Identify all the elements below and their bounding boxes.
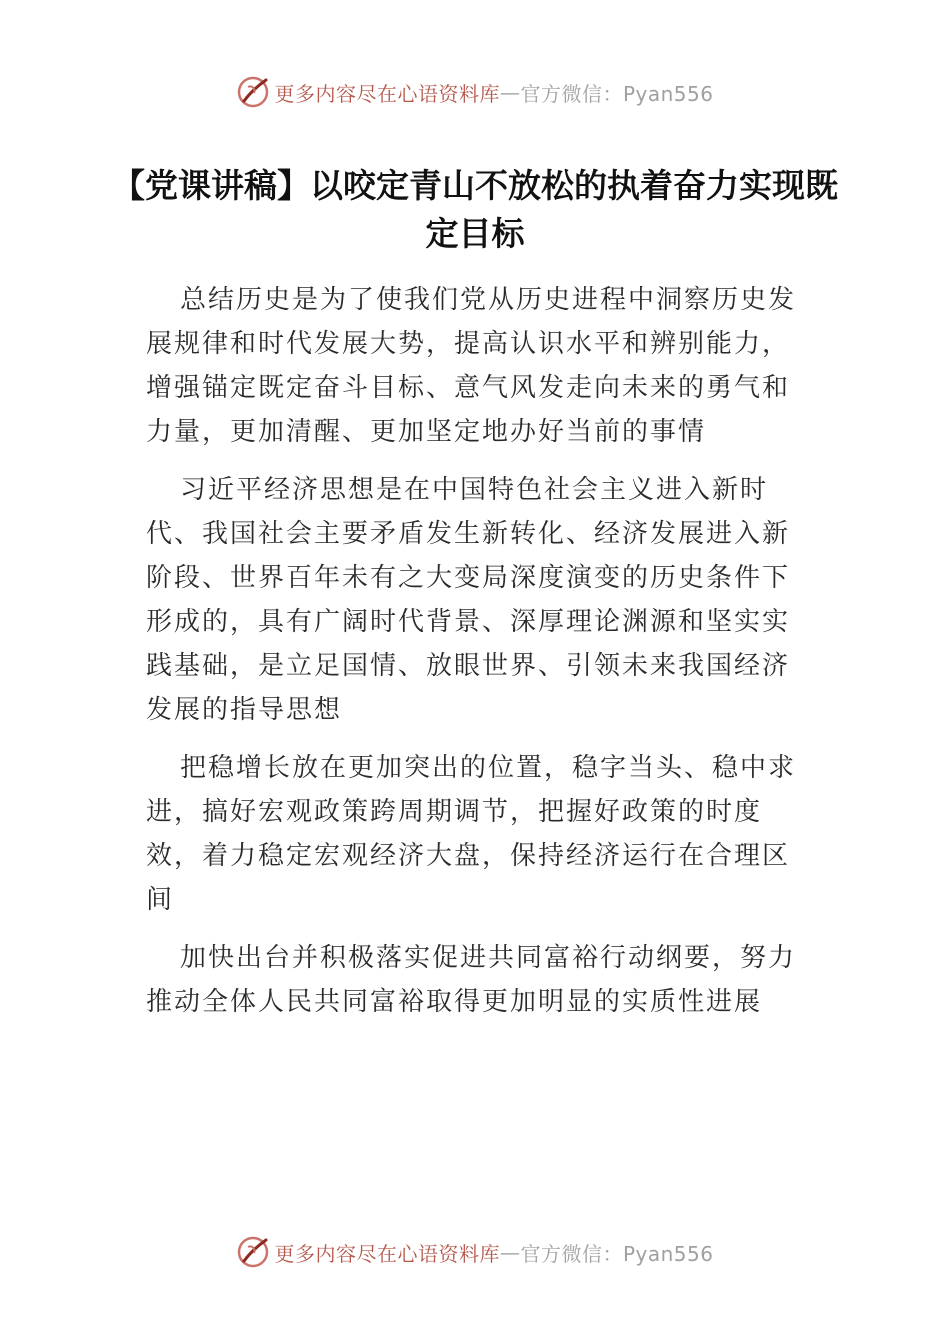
document-body bbox=[146, 278, 806, 1038]
document-title: 【党课讲稿】以咬定青山不放松的执着奋力实现既定目标 bbox=[112, 166, 838, 254]
paragraph-2: 习近平经济思想是在中国特色社会主义进入新时代、我国社会主要矛盾发生新转化、经济发展进入新阶段、世界百年未有之大变局深度演变的历史条件下形成的，具有广阔时代背景、深厚理论渊源和坚实实践基础，是立足国情、放眼世界、引领未来我国经济发展的指导思想 bbox=[146, 475, 791, 725]
brand-logo-icon bbox=[236, 1235, 270, 1269]
paragraph-1: 总结历史是为了使我们党从历史进程中洞察历史发展规律和时代发展大势，提高认识水平和辨别能力，增强锚定既定奋斗目标、意气风发走向未来的勇气和力量，更加清醒、更加坚定地办好当前的事情 bbox=[146, 285, 797, 447]
header-watermark bbox=[0, 72, 950, 112]
paragraph-3: 把稳增长放在更加突出的位置，稳字当头、稳中求进，搞好宏观政策跨周期调节，把握好政策的时度效，着力稳定宏观经济大盘，保持经济运行在合理区间 bbox=[146, 753, 797, 915]
watermark-separator: — bbox=[499, 1240, 521, 1264]
watermark-brand-text: 更多内容尽在心语资料库 bbox=[274, 81, 500, 106]
paragraph-4: 加快出台并积极落实促进共同富裕行动纲要，努力推动全体人民共同富裕取得更加明显的实质性进展 bbox=[146, 943, 797, 1017]
watermark-brand-text: 更多内容尽在心语资料库 bbox=[274, 1241, 500, 1266]
watermark-contact-text: 官方微信：Pyan556 bbox=[520, 81, 714, 106]
watermark-separator: — bbox=[499, 80, 521, 104]
brand-logo-icon bbox=[236, 75, 270, 109]
watermark-contact-text: 官方微信：Pyan556 bbox=[520, 1241, 714, 1266]
footer-watermark bbox=[0, 1232, 950, 1272]
